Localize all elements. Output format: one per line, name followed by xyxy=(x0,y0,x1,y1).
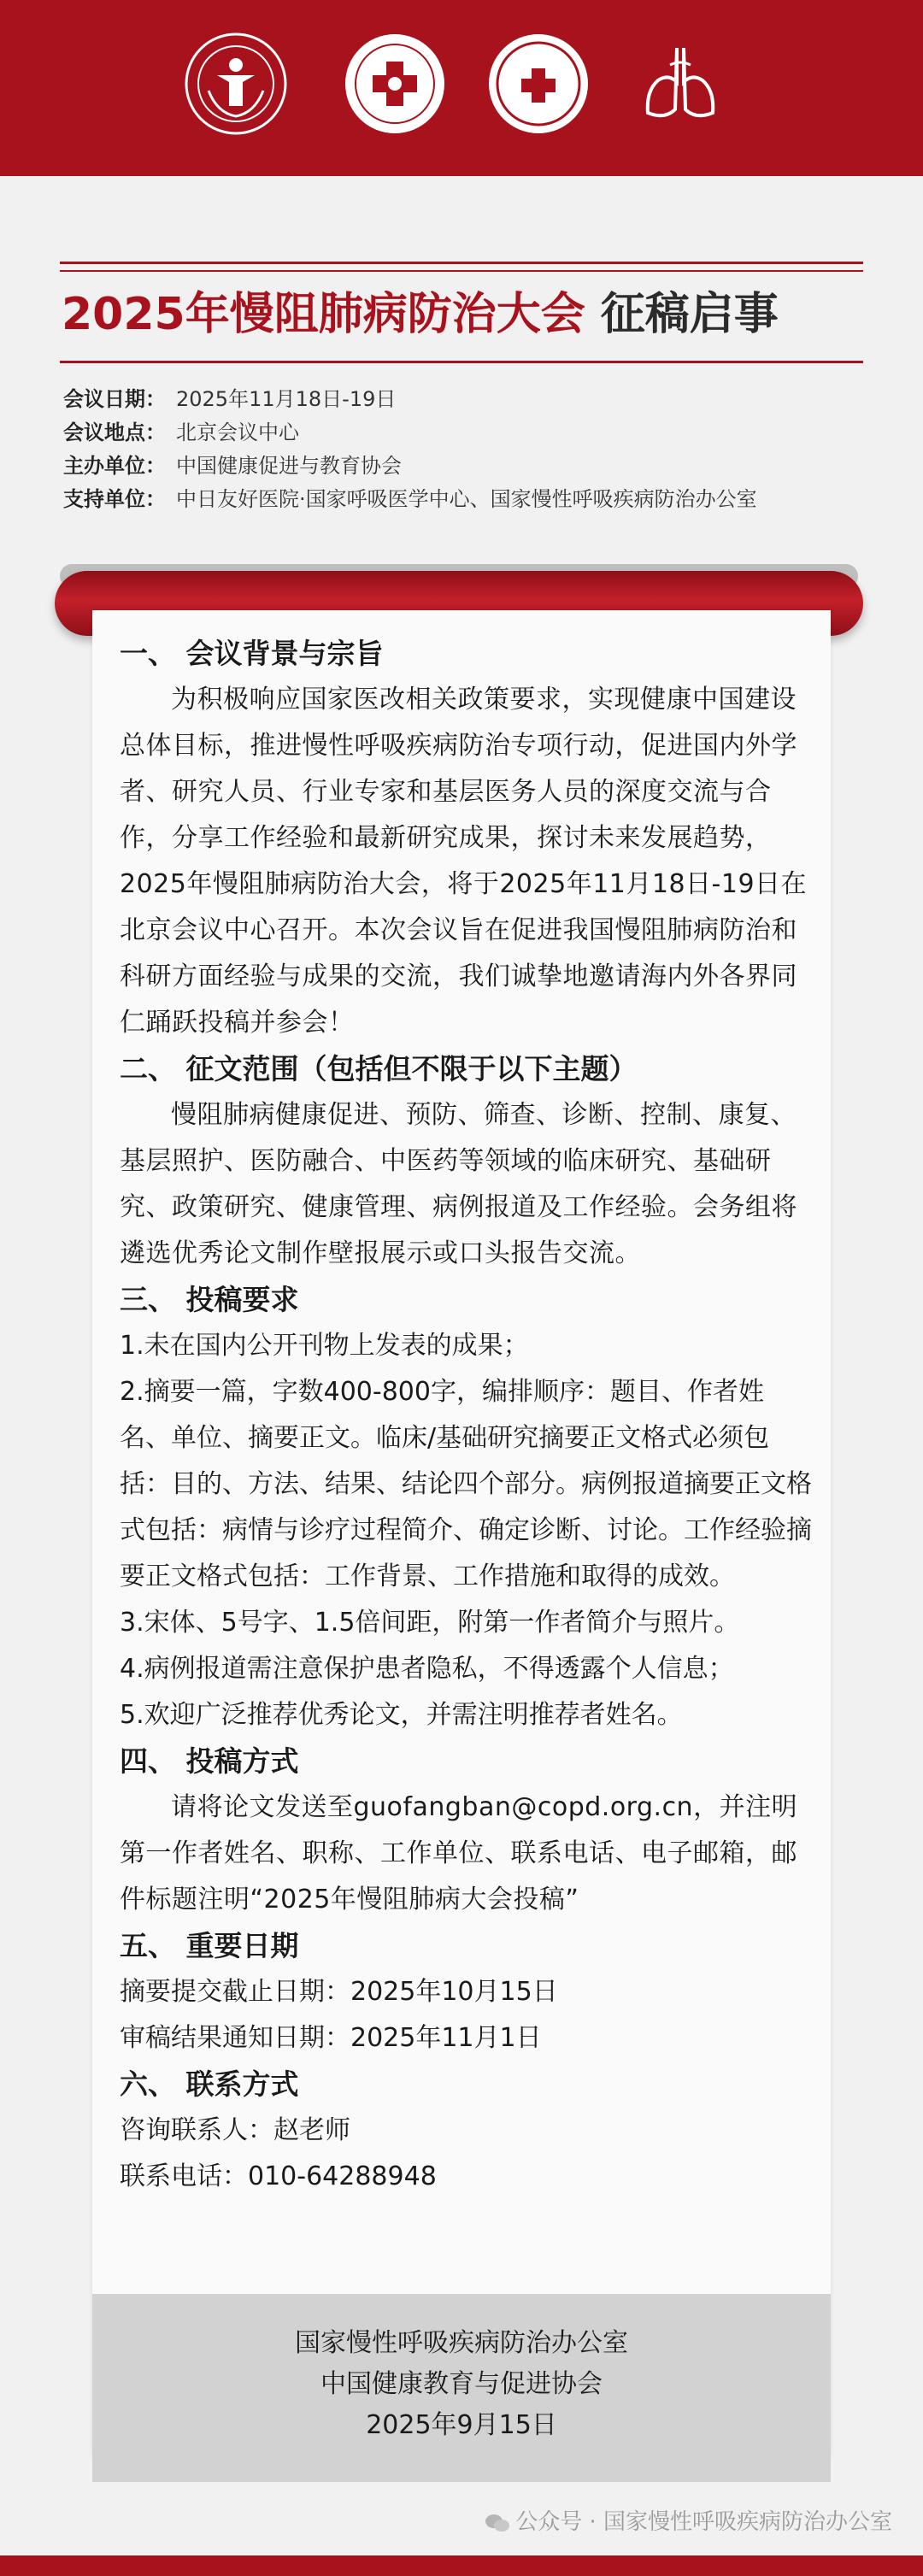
footer-date: 2025年9月15日 xyxy=(366,2410,557,2440)
health-promotion-association-logo xyxy=(183,31,289,137)
meta-host: 主办单位： 中国健康促进与教育协会 xyxy=(63,454,402,478)
contact-item: 联系电话：010-64288948 xyxy=(120,2161,437,2191)
title-main: 2025年慢阻肺病防治大会 xyxy=(62,289,585,340)
signature-box xyxy=(92,2294,831,2482)
date-item: 摘要提交截止日期：2025年10月15日 xyxy=(120,1977,558,2007)
section-1-body: 为积极响应国家医改相关政策要求，实现健康中国建设总体目标，推进慢性呼吸疾病防治专项行动，促进国内外学者、研究人员、行业专家和基层医务人员的深度交流与合作，分享工作经验和最新研究成果，探讨未来发展趋势，2025年慢阻肺病防治大会，将于2025年11月18日-19日在北京会议中心召开。本次会议旨在促进我国慢阻肺病防治和科研方面经验与成果的交流，我们诚挚地邀请海内外各界同仁踊跃投稿并参会！ xyxy=(120,685,808,1038)
footer-org-2: 中国健康教育与促进协会 xyxy=(320,2369,603,2399)
meta-supporter: 支持单位： 中日友好医院·国家呼吸医学中心、国家慢性呼吸疾病防治办公室 xyxy=(63,487,757,511)
meeting-info xyxy=(63,383,892,516)
title-rule-bottom xyxy=(60,361,863,363)
notice-content xyxy=(120,631,812,2200)
section-4-body: 请将论文发送至guofangban@copd.org.cn，并注明第一作者姓名、职称、工作单位、联系电话、电子邮箱，邮件标题注明“2025年慢阻肺病大会投稿” xyxy=(120,1792,798,1914)
requirement-item: 5.欢迎广泛推荐优秀论文，并需注明推荐者姓名。 xyxy=(120,1700,683,1730)
title-sub: 征稿启事 xyxy=(600,289,779,340)
lungs-office-logo xyxy=(627,31,733,137)
contact-item: 咨询联系人：赵老师 xyxy=(120,2115,350,2145)
title-rule-top-thin xyxy=(60,270,863,272)
meta-venue: 会议地点： 北京会议中心 xyxy=(63,421,299,444)
watermark-text: 公众号 · 国家慢性呼吸疾病防治办公室 xyxy=(515,2509,892,2535)
china-japan-friendship-hospital-logo xyxy=(485,31,591,137)
collaborative-medicine-logo xyxy=(342,31,448,137)
section-5-heading: 五、 重要日期 xyxy=(120,1929,299,1962)
section-4-heading: 四、 投稿方式 xyxy=(120,1744,299,1778)
section-2-heading: 二、 征文范围（包括但不限于以下主题） xyxy=(120,1052,638,1085)
header-band xyxy=(0,0,923,176)
requirement-item: 1.未在国内公开刊物上发表的成果； xyxy=(120,1331,529,1361)
footer-band xyxy=(0,2555,923,2576)
date-item: 审稿结果通知日期：2025年11月1日 xyxy=(120,2023,542,2053)
requirement-item: 3.宋体、5号字、1.5倍间距，附第一作者简介与照片。 xyxy=(120,1608,740,1638)
requirement-item: 2.摘要一篇，字数400-800字，编排顺序：题目、作者姓名、单位、摘要正文。临床/基础研究摘要正文格式必须包括：目的、方法、结果、结论四个部分。病例报道摘要正文格式包括：病情与诊疗过程简介、确定诊断、讨论。工作经验摘要正文格式包括：工作背景、工作措施和取得的成效。 xyxy=(120,1377,812,1591)
section-3-heading: 三、 投稿要求 xyxy=(120,1283,299,1316)
section-6-heading: 六、 联系方式 xyxy=(120,2067,299,2101)
title-rule-top xyxy=(60,262,863,264)
logo-row xyxy=(0,31,923,150)
section-1-heading: 一、 会议背景与宗旨 xyxy=(120,637,384,670)
section-2-body: 慢阻肺病健康促进、预防、筛查、诊断、控制、康复、基层照护、医防融合、中医药等领域的临床研究、基础研究、政策研究、健康管理、病例报道及工作经验。会务组将遴选优秀论文制作壁报展示或口头报告交流。 xyxy=(120,1100,797,1268)
footer-org-1: 国家慢性呼吸疾病防治办公室 xyxy=(295,2328,628,2358)
page-title xyxy=(62,282,865,347)
wechat-watermark xyxy=(485,2504,892,2536)
requirement-item: 4.病例报道需注意保护患者隐私，不得透露个人信息； xyxy=(120,1654,734,1684)
wechat-icon xyxy=(485,2513,510,2533)
meta-date: 会议日期： 2025年11月18日-19日 xyxy=(63,387,397,411)
